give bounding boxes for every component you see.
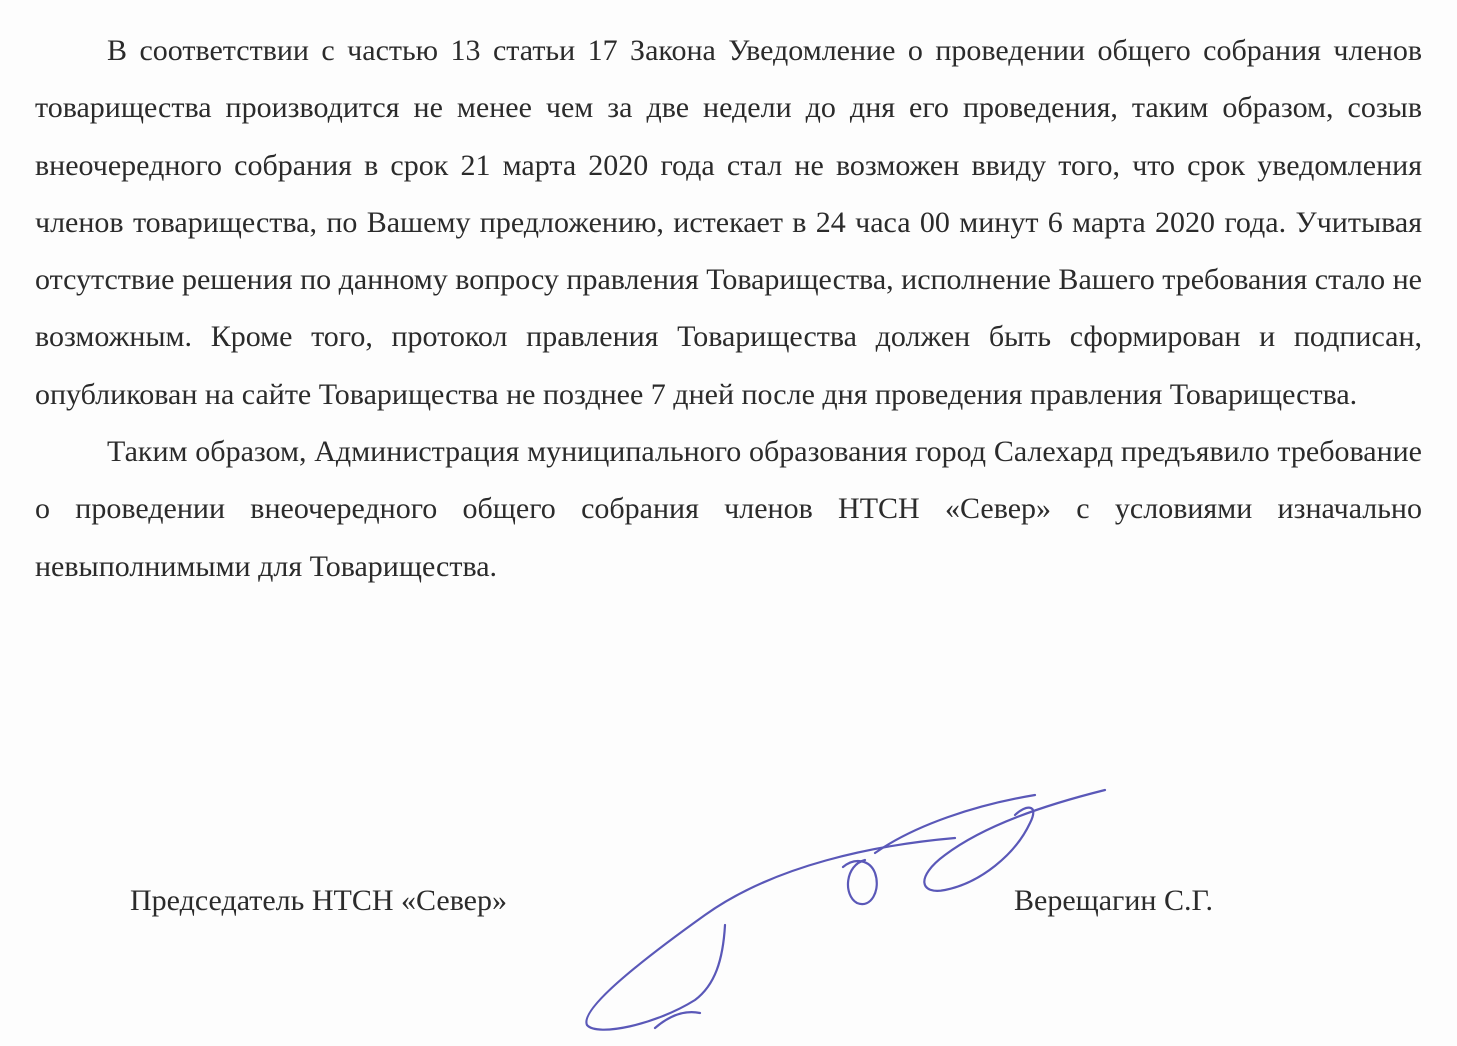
document-body bbox=[35, 22, 1422, 595]
handwritten-signature-icon bbox=[575, 785, 1115, 1040]
paragraph-conclusion: Таким образом, Администрация муниципального образования город Салехард предъявило требование о проведении внеочередного общего собрания членов НТСН «Север» с условиями изначально невыполнимыми для Товарищества. bbox=[35, 435, 1422, 583]
signature-stroke-loop bbox=[586, 838, 955, 1030]
signer-name: Верещагин С.Г. bbox=[1014, 884, 1213, 917]
signature-stroke-right-loop bbox=[924, 790, 1105, 891]
signature-stroke-circle bbox=[843, 860, 877, 904]
paragraph-notice-deadline: В соответствии с частью 13 статьи 17 Закона Уведомление о проведении общего собрания членов товарищества производится не менее чем за две недели до дня его проведения, таким образом, созыв внеочередного собрания в срок 21 марта 2020 года стал не возможен ввиду того, что срок уведомления членов товарищества, по Вашему предложению, истекает в 24 часа 00 минут 6 марта 2020 года. Учитывая отсутствие решения по данному вопросу правления Товарищества, исполнение Вашего требования стало не возможным. Кроме того, протокол правления Товарищества должен быть сформирован и подписан, опубликован на сайте Товарищества не позднее 7 дней после дня проведения правления Товарищества. bbox=[35, 34, 1422, 411]
signature-stroke-tick bbox=[655, 1012, 700, 1028]
signer-position: Председатель НТСН «Север» bbox=[130, 884, 507, 917]
